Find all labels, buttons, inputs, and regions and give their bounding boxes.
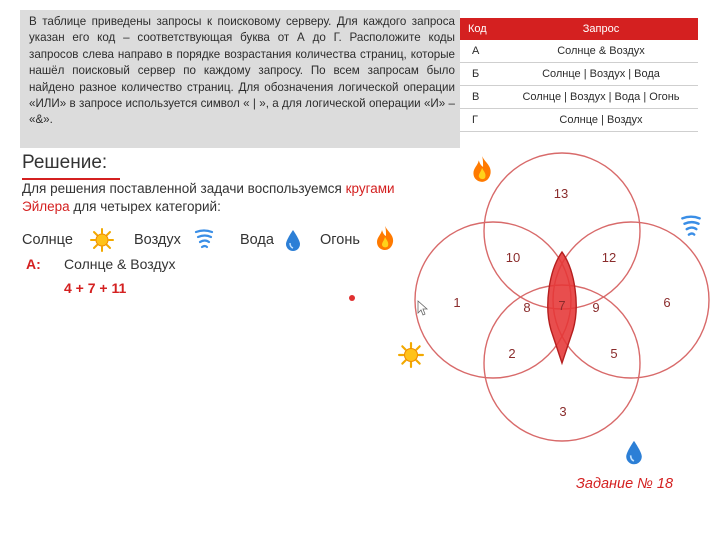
category-fire-label: Огонь: [320, 232, 360, 248]
table-cell-code: Г: [460, 109, 504, 132]
slide: [8, 8, 714, 470]
region-label: 6: [663, 295, 671, 310]
region-label: 2: [508, 346, 516, 361]
task-number: Задание № 18: [576, 476, 674, 492]
region-label: 12: [601, 250, 617, 265]
region-label: 1: [453, 295, 461, 310]
answer-sum: 4 + 7 + 11: [64, 280, 127, 296]
red-dot: [349, 295, 355, 301]
task-text: В таблице приведены запросы к поисковому серверу. Для каждого запроса указан его код – соответствующая буква от А до Г. Расположите коды запросов слева направо в порядке возрастания количества страниц, которые нашёл поисковый сервер по каждому запросу. По всем запросам было найдено разное количество страниц. Для обозначения логической операции «ИЛИ» в запросе используется символ « | », а для логической операции «И» – «&».: [29, 15, 455, 127]
intro-text-end: для четырех категорий:: [69, 199, 221, 214]
category-air-label: Воздух: [134, 232, 181, 248]
table-cell-query: Солнце & Воздух: [504, 40, 698, 63]
region-label: 8: [523, 300, 531, 315]
table-cell-code: В: [460, 86, 504, 109]
intro-highlight: кругами Эйлера: [22, 181, 395, 214]
solution-title: Решение:: [22, 152, 108, 173]
region-label: 10: [505, 250, 521, 265]
table-cell-query: Солнце | Воздух: [504, 109, 698, 132]
category-water-label: Вода: [240, 232, 274, 248]
region-label: 9: [592, 300, 600, 315]
region-label: 7: [558, 298, 566, 313]
table-header-code: Код: [460, 18, 504, 40]
table-header-query: Запрос: [504, 18, 698, 40]
region-label: 13: [553, 186, 569, 201]
region-label: 5: [610, 346, 618, 361]
region-label: 3: [559, 404, 567, 419]
intro-text-start: Для решения поставленной задачи воспользуемся: [22, 181, 346, 196]
table-cell-code: Б: [460, 63, 504, 86]
wind-icon: [680, 214, 702, 240]
answer-letter: А:: [26, 256, 41, 272]
euler-diagram: [8, 8, 714, 470]
fire-icon: [470, 154, 494, 184]
answer-query: Солнце & Воздух: [64, 256, 176, 272]
sun-icon: [398, 342, 424, 368]
category-sun-label: Солнце: [22, 232, 73, 248]
table-cell-query: Солнце | Воздух | Вода | Огонь: [504, 86, 698, 109]
table-cell-query: Солнце | Воздух | Вода: [504, 63, 698, 86]
table-cell-code: А: [460, 40, 504, 63]
cursor-icon: [418, 301, 427, 315]
water-drop-icon: [624, 438, 644, 466]
